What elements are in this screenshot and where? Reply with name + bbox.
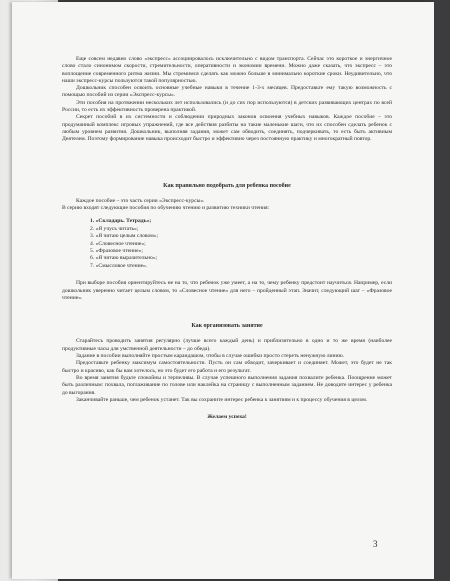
paragraph-regular: Старайтесь проводить занятия регулярно (лучше всего каждый день) и приблизительно в одно и то же время (наиболее продуктивные часы для умственной деятельности – до обеда).: [62, 338, 392, 352]
paragraph-finish: Заканчивайте раньше, чем ребенок устанет. Так вы сохраните интерес ребенка к занятиям и к процессу обучения в целом.: [76, 396, 368, 403]
section-title-choose: Как правильно подобрать для ребенка пособие: [163, 182, 291, 189]
document-page: [12, 2, 434, 579]
paragraph-preschooler: Дошкольник способен освоить основные учебные навыки в течение 1-3-х месяцев. Предоставьте ему такую возможность с помощью пособий из серии «Экспресс-курсы».: [62, 85, 392, 99]
section-title-organize: Как организовать занятие: [191, 323, 263, 330]
list-item: 5. «Фразовое чтение»;: [90, 248, 143, 255]
paragraph-secret: Секрет пособий в их системности и соблюдении природных законов освоения учебных навыков. Каждое пособие – это продуманный комплекс игровых упражнений, где все действия разбиты на такие маленькие шаги, что их способен сделать ребенок с любым уровнем развития. Дошкольник, выполняя задания, может сам обводить, соединять, подчеркивать, то есть быть активным Деятелем. Поэтому формирование навыка происходит быстро и эффективно через постоянную практику и многократный повтор.: [62, 114, 392, 143]
list-item: 7. «Смысловое чтение».: [90, 262, 148, 269]
page-number: 3: [373, 539, 378, 549]
list-item: 4. «Словесное чтение»;: [90, 240, 146, 247]
paragraph-choice: При выборе пособия ориентируйтесь не на то, что ребенок уже умеет, а на то, чему ребенку предстоит научиться. Например, если дошкольник уверенно читает целым словом, то «Словесное чтение» для него – пройденный этап. Значит, следующий шаг – «Фразовое чтение».: [62, 280, 392, 301]
page-content: [62, 56, 392, 421]
paragraph-independence: Предоставьте ребенку максимум самостоятельности. Пусть он сам обводит, зачеркивает и соединяет. Может, это будет не так быстро и красиво, как бы вам хотелось, но это будет его работа и его результат.: [62, 360, 392, 374]
book-list: [62, 218, 392, 270]
list-item: 1. «Складарь. Тетрадь»;: [90, 218, 152, 225]
paragraph-intro: Еще совсем недавно слово «экспресс» ассоциировалось исключительно с видом транспорта. Сейчас это короткое и энергичное слово стало синонимом скорости, стремительности, оперативности и экономии времени. Можно даже сказать, что экспресс – это воплощение современного ритма жизни. Мы стремимся сделать как можно больше в минимально короткие сроки. Неудивительно, что наши экспресс-курсы пользуются такой популярностью.: [62, 56, 392, 84]
spacer: [62, 302, 392, 316]
list-item: 2. «Я учусь читать»;: [90, 225, 139, 232]
series-intro-line1: Каждое пособие – это часть серии «Экспресс-курсы».: [76, 197, 205, 204]
paragraph-usage: Эти пособия на протяжении нескольких лет использовались (и до сих пор используются) в детских развивающих центрах по всей России, то есть их эффективность проверена практикой.: [62, 99, 392, 114]
list-item: 3. «Я читаю целым словом»;: [90, 233, 159, 240]
paragraph-patience: Во время занятия будьте спокойны и терпеливы. В случае успешного выполнения задания похвалите ребенка. Поощрение может быть различным: похвала, поглаживание по голове или наклейка на страницу с выполненным заданием. Не доводите интерес у ребенка до выгорания.: [62, 374, 392, 396]
closing-wish: Желаем успеха!: [207, 414, 247, 421]
spacer: [62, 144, 392, 176]
list-item: 6. «Я читаю выразительно»;: [90, 255, 158, 262]
series-intro-line2: В серию входят следующие пособия по обучению чтению и развитию техники чтения:: [62, 205, 270, 212]
paragraph-pencil: Задание в пособии выполняйте простым карандашом, чтобы в случае ошибки просто стереть ненужную линию.: [76, 353, 345, 360]
